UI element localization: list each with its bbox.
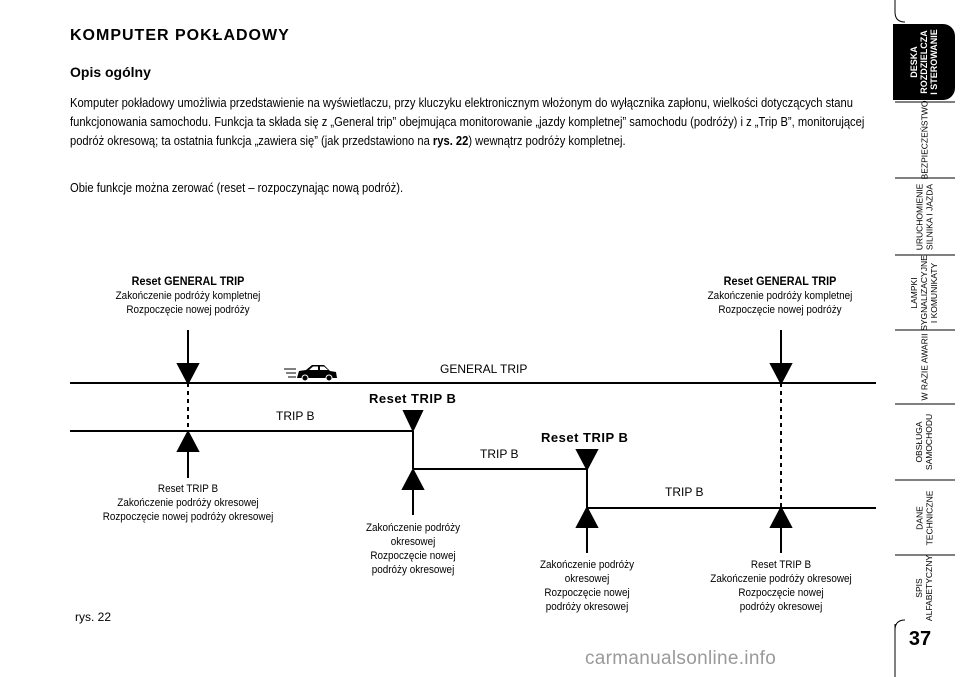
label-line: Rozpoczęcie nowej podróży: [718, 304, 842, 316]
label-line: Rozpoczęcie nowej: [738, 587, 824, 599]
paragraph-text: Komputer pokładowy umożliwia przedstawienie na wyświetlaczu, przy kluczyku elektronicznym włożonym do wyłącznika zapłonu, wielkości dotyczących stanu funkcjonowania samochodu. Funkcja ta składa się z „General trip” obejmująca monitorowanie „jazdy kompletnej” samochodu (podróży) i z „Trip B”, monitorującej podróż okresową; ta ostatnia funkcja „zawiera się” (jak przedstawiono na: [70, 95, 865, 148]
arrow-up-icon: [403, 470, 423, 515]
tab-label: OBSŁUGA SAMOCHODU: [913, 413, 934, 471]
trip-b-label-2: TRIP B: [480, 447, 519, 461]
chapter-sidebar: [893, 0, 960, 677]
reset-general-title: Reset GENERAL TRIP: [723, 274, 837, 288]
bottom-right-label: [699, 558, 863, 614]
label-line: Rozpoczęcie nowej podróży: [126, 304, 250, 316]
label-line: Rozpoczęcie nowej: [544, 587, 630, 599]
bottom-mid2-label: [524, 558, 650, 614]
figure-reference: rys. 22: [432, 133, 469, 148]
label-line: Zakończenie podróży kompletnej: [707, 290, 853, 302]
label-line: Zakończenie podróży okresowej: [710, 573, 852, 585]
arrow-up-icon: [577, 508, 597, 553]
trip-b-label-1: TRIP B: [276, 409, 315, 423]
tab-label: URUCHOMIENIE SILNIKA I JAZDA: [914, 183, 934, 250]
watermark: carmanualsonline.info: [585, 648, 777, 669]
reset-general-left-label: [107, 274, 269, 317]
label-line: Rozpoczęcie nowej podróży okresowej: [102, 511, 274, 523]
reset-general-title: Reset GENERAL TRIP: [131, 274, 245, 288]
tab-obsluga[interactable]: [893, 406, 955, 478]
section-subheading: Opis ogólny: [70, 64, 151, 80]
tab-label: DESKA ROZDZIELCZA I STEROWANIE: [909, 29, 940, 95]
trip-b-label-3: TRIP B: [665, 485, 704, 499]
tab-uruchomienie[interactable]: [893, 180, 955, 253]
general-trip-label: GENERAL TRIP: [440, 362, 528, 376]
tab-dane-techniczne[interactable]: [893, 482, 955, 553]
arrow-down-icon: [771, 330, 791, 383]
tab-label: SPIS ALFABETYCZNY: [914, 554, 935, 622]
reset-general-right-label: [699, 274, 861, 317]
tab-deska-rozdzielcza[interactable]: [893, 24, 955, 100]
tab-spis-alfabetyczny[interactable]: [893, 554, 955, 622]
tab-w-razie-awarii[interactable]: [893, 332, 955, 402]
label-line: okresowej: [390, 536, 436, 548]
label-line: Reset TRIP B: [750, 559, 812, 571]
label-line: Zakończenie podróży kompletnej: [115, 290, 261, 302]
label-line: Reset TRIP B: [157, 483, 219, 495]
bottom-left-label: [89, 482, 287, 524]
label-line: podróży okresowej: [739, 601, 823, 613]
paragraph-text-end: ) wewnątrz podróży kompletnej.: [468, 133, 626, 148]
arrow-down-icon: [577, 450, 597, 469]
page-heading: KOMPUTER POKŁADOWY: [70, 27, 290, 44]
figure-caption: rys. 22: [75, 610, 112, 624]
paragraph-reset: Obie funkcje można zerować (reset – rozpoczynając nową podróż).: [70, 180, 404, 195]
arrow-up-icon: [178, 432, 198, 478]
label-line: Zakończenie podróży okresowej: [117, 497, 259, 509]
tab-label: LAMPKI SYGNALIZACYJNE I KOMUNIKATY: [909, 254, 940, 331]
page-number: 37: [908, 628, 932, 650]
tab-label: DANE TECHNICZNE: [914, 490, 934, 545]
label-line: Rozpoczęcie nowej: [370, 550, 456, 562]
tab-bezpieczenstwo[interactable]: [893, 100, 955, 180]
tab-label: W RAZIE AWARII: [919, 333, 929, 401]
arrow-down-icon: [404, 411, 422, 430]
car-icon: [284, 365, 337, 381]
tab-label: BEZPIECZEŃSTWO: [919, 100, 929, 180]
label-line: podróży okresowej: [371, 564, 455, 576]
reset-trip-b-label-1: Reset TRIP B: [369, 391, 457, 406]
bottom-mid1-label: [350, 521, 476, 577]
label-line: Zakończenie podróży: [365, 522, 461, 534]
arrow-down-icon: [178, 330, 198, 383]
label-line: okresowej: [564, 573, 610, 585]
label-line: podróży okresowej: [545, 601, 629, 613]
tab-lampki[interactable]: [893, 254, 955, 331]
arrow-up-icon: [771, 508, 791, 553]
label-line: Zakończenie podróży: [539, 559, 635, 571]
reset-trip-b-label-2: Reset TRIP B: [541, 430, 629, 445]
